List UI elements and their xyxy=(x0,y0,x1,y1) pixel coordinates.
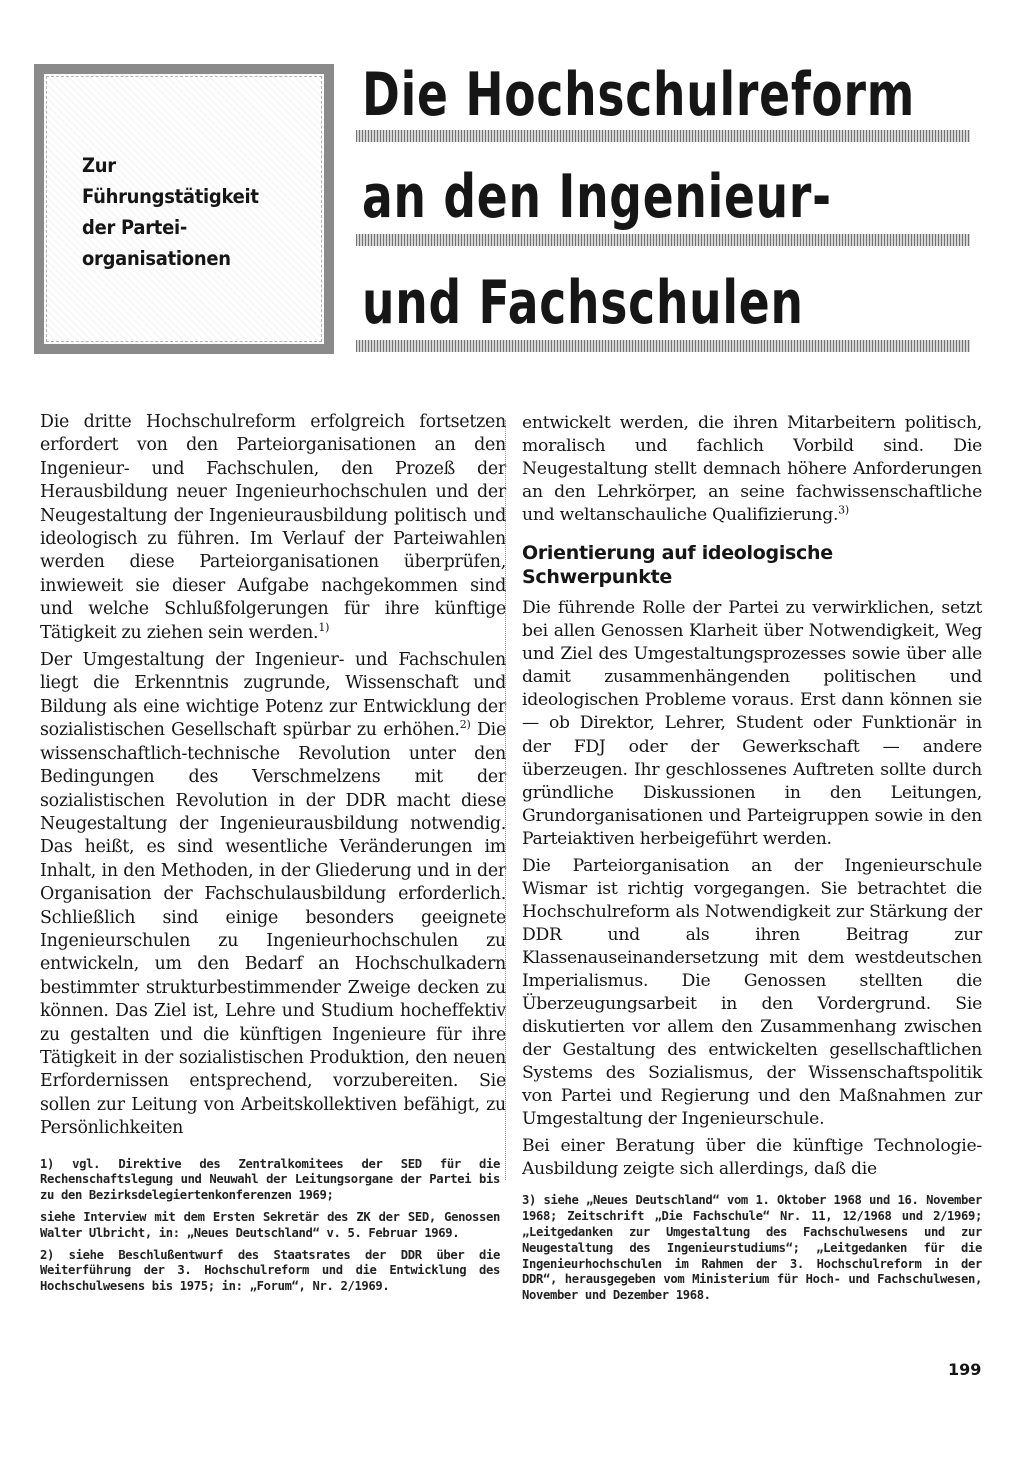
footnote-reference: 1) xyxy=(318,620,330,634)
footnotes-right xyxy=(522,1193,982,1310)
footnote: 3) siehe „Neues Deutschland“ vom 1. Oktober 1968 und 16. November 1968; Zeitschrift „Die Fachschule“ Nr. 11, 12/1968 und 2/1969; „Leitgedanken zur Umgestaltung des Fachschulwesens und zur Neugestaltung des Ingenieurstudiums“; „Leitgedanken für die Ingenieurhochschulen im Rahmen der 3. Hochschulreform in der DDR“, herausgegeben vom Ministerium für Hoch- und Fachschulwesen, November und Dezember 1968. xyxy=(522,1193,982,1303)
column-divider xyxy=(505,420,506,1180)
headline-rule xyxy=(356,340,970,352)
footnote-reference: 2) xyxy=(459,718,471,732)
kicker-line: der Partei- xyxy=(82,216,188,239)
headline-line-3: und Fachschulen xyxy=(362,268,804,338)
body-paragraph: Die führende Rolle der Partei zu verwirklichen, setzt bei allen Genossen Klarheit über Notwendigkeit, Weg und Ziel des Umgestaltungsprozesses sowie über alle damit zusammenhängenden politischen und ideologischen Probleme voraus. Erst dann können sie — ob Direktor, Lehrer, Student oder Funktionär in der FDJ oder der Gewerkschaft — andere überzeugen. Ihr geschlossenes Auftreten sollte durch gründliche Diskussionen in den Leitungen, Grundorganisationen und Parteigruppen sowie in den Parteiaktiven herbeigeführt werden. xyxy=(522,598,982,849)
kicker-text xyxy=(82,150,259,274)
headline-rule xyxy=(356,130,970,142)
page-number: 199 xyxy=(948,1360,982,1379)
headline-rule xyxy=(356,234,970,246)
right-column xyxy=(522,412,982,1181)
footnote: 1) vgl. Direktive des Zentralkomitees der SED für die Rechenschaftslegung und Neuwahl der Leitungsorgane der Partei bis zu den Bezirksdelegiertenkonferenzen 1969; xyxy=(40,1156,500,1203)
footnote: siehe Interview mit dem Ersten Sekretär des ZK der SED, Genossen Walter Ulbricht, in: „Neues Deutschland“ v. 5. Februar 1969. xyxy=(40,1209,500,1240)
body-paragraph: Die dritte Hochschulreform erfolgreich fortsetzen erfordert von den Parteiorganisationen an den Ingenieur- und Fachschulen, den Prozeß der Herausbildung neuer Ingenieurhochschulen und der Neugestaltung der Ingenieurausbildung politisch und ideologisch zu führen. Im Verlauf der Parteiwahlen werden diese Parteiorganisationen überprüfen, inwieweit sie dieser Aufgabe nachgekommen sind und welche Schlußfolgerungen für ihre künftige Tätigkeit zu ziehen sein werden.$^{1)}$ xyxy=(40,412,506,643)
headline-line-2: an den Ingenieur- xyxy=(362,162,832,232)
body-paragraph: entwickelt werden, die ihren Mitarbeitern politisch, moralisch und fachlich Vorbild sind. Die Neugestaltung stellt demnach höhere Anforderungen an den Lehrkörper, an seine fachwissenschaftliche und weltanschauliche Qualifizierung.$^{3)}$ xyxy=(522,413,982,526)
body-paragraph: Der Umgestaltung der Ingenieur- und Fachschulen liegt die Erkenntnis zugrunde, Wissenschaft und Bildung als eine wichtige Potenz zur Entwicklung der sozialistischen Gesellschaft spürbar zu erhöhen.$^{2)}$ Die wissenschaftlich-technische Revolution unter den Bedingungen des Verschmelzens mit der sozialistischen Revolution in der DDR macht diese Neugestaltung der Ingenieurausbildung notwendig. Das heißt, es sind wesentliche Veränderungen im Inhalt, in den Methoden, in der Gliederung und in der Organisation der Fachschulausbildung erforderlich. Schließlich sind einige besonders geeignete Ingenieurschulen zu Ingenieurhochschulen zu entwickeln, um den Bedarf an Hochschulkadern bestimmter strukturbestimmender Zweige decken zu können. Das Ziel ist, Lehre und Studium hocheffektiv zu gestalten und die künftigen Ingenieure für ihre Tätigkeit in der sozialistischen Produktion, den neuen Erfordernissen entsprechend, vorzubereiten. Sie sollen zur Leitung von Arbeitskollektiven befähigt, zu Persönlichkeiten xyxy=(40,650,507,1139)
footnotes-left xyxy=(40,1157,500,1301)
left-column xyxy=(40,411,506,1145)
headline-line-1: Die Hochschulreform xyxy=(362,60,916,130)
kicker-line: Zur xyxy=(82,154,116,177)
body-paragraph: Die Parteiorganisation an der Ingenieurschule Wismar ist richtig vorgegangen. Sie betrachtet die Hochschulreform als Notwendigkeit zur Stärkung der DDR und als ihren Beitrag zur Klassenauseinandersetzung mit dem westdeutschen Imperialismus. Die Genossen stellten die Überzeugungsarbeit in den Vordergrund. Sie diskutierten vor allem den Zusammenhang zwischen der Gestaltung des entwickelten gesellschaftlichen Systems des Sozialismus, der Wissenschaftspolitik von Partei und Regierung und den Maßnahmen zur Umgestaltung der Ingenieurschule. xyxy=(522,855,982,1130)
kicker-line: organisationen xyxy=(82,247,231,270)
footnote-reference: 3) xyxy=(838,503,849,517)
footnote: 2) siehe Beschlußentwurf des Staatsrates der DDR über die Weiterführung der 3. Hochschulreform und die Entwicklung des Hochschulwesens bis 1975; in: „Forum“, Nr. 2/1969. xyxy=(40,1247,500,1294)
kicker-box xyxy=(34,64,334,354)
section-heading: Orientierung auf ideologische Schwerpunkte xyxy=(522,542,833,589)
kicker-line: Führungstätigkeit xyxy=(82,185,259,208)
body-paragraph: Bei einer Beratung über die künftige Technologie-Ausbildung zeigte sich allerdings, daß die xyxy=(522,1136,982,1180)
